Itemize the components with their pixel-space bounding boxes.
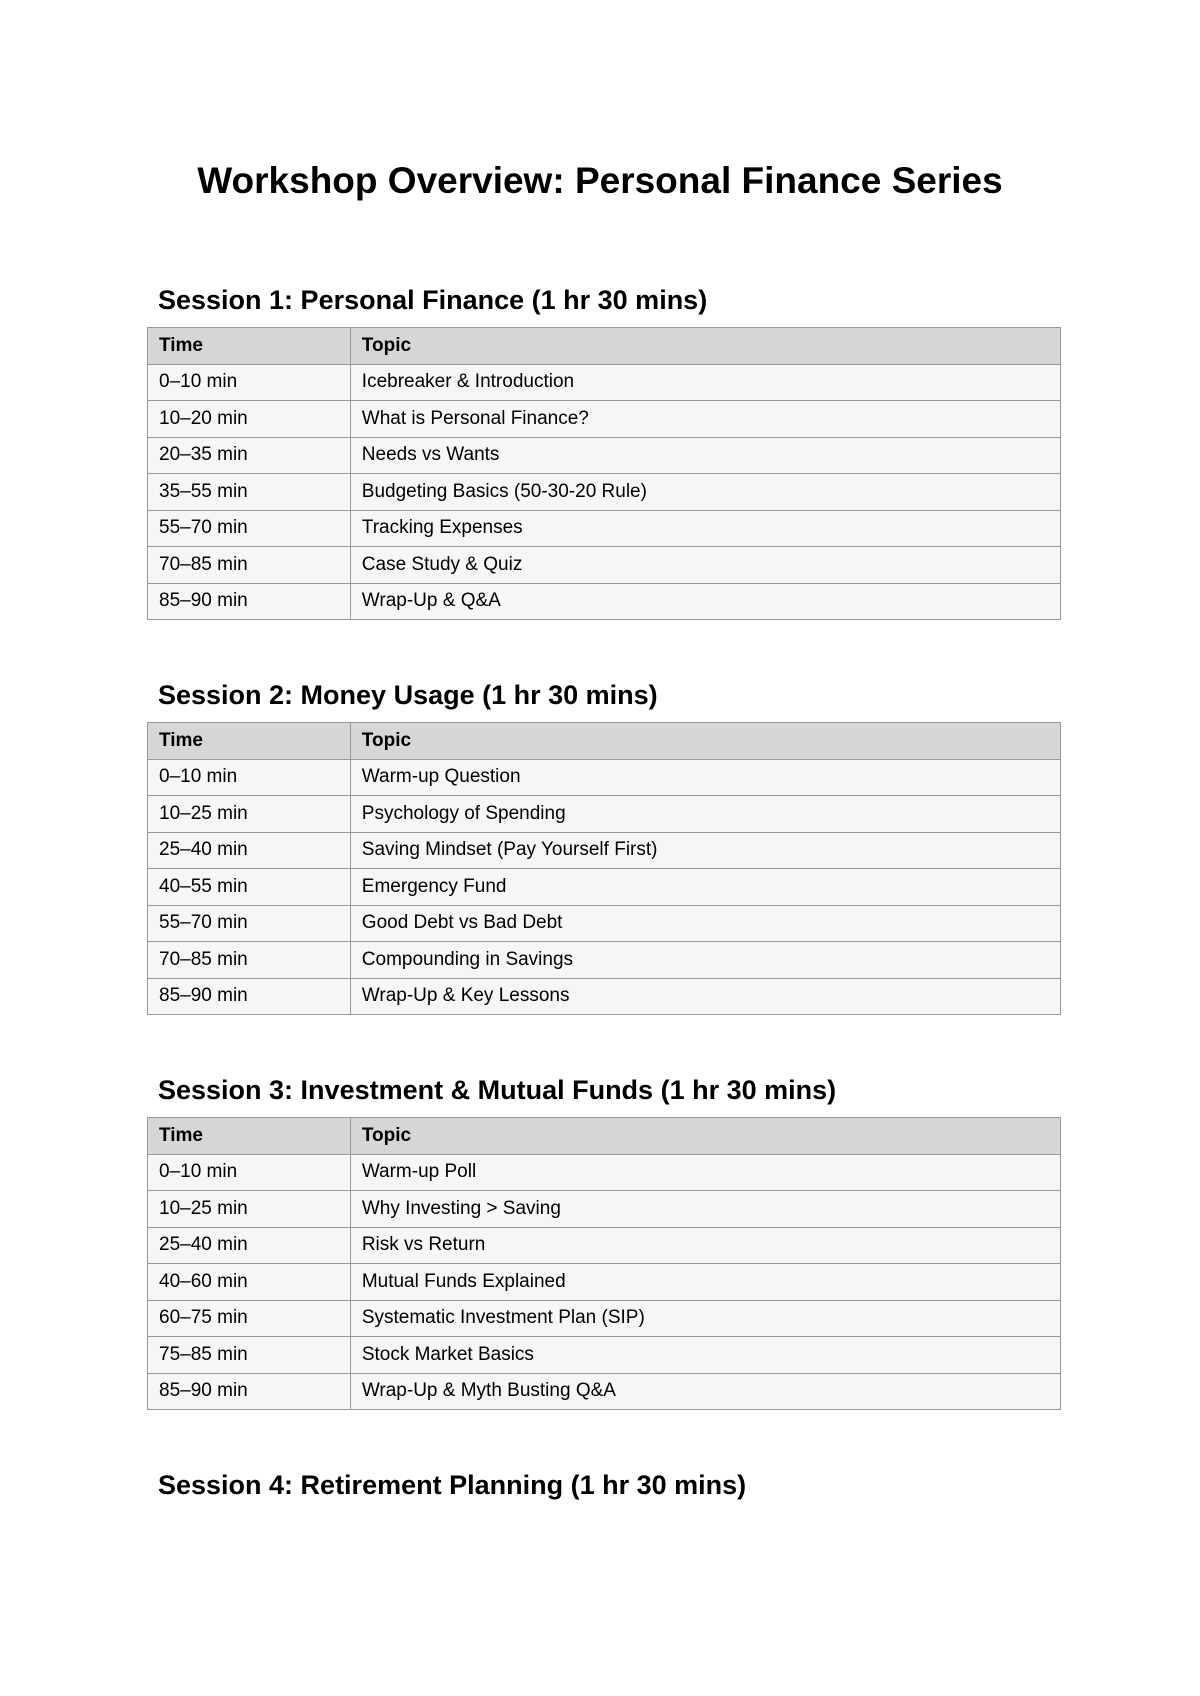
topic-cell: Systematic Investment Plan (SIP) (350, 1300, 1060, 1337)
table-row (148, 796, 1061, 833)
session-2-table (147, 722, 1061, 1015)
time-cell: 10–25 min (148, 1191, 351, 1228)
time-cell: 85–90 min (148, 1373, 351, 1410)
topic-column-header: Topic (350, 1118, 1060, 1155)
topic-cell: Psychology of Spending (350, 796, 1060, 833)
time-cell: 70–85 min (148, 547, 351, 584)
table-row (148, 905, 1061, 942)
topic-cell: Saving Mindset (Pay Yourself First) (350, 832, 1060, 869)
time-column-header: Time (148, 723, 351, 760)
topic-cell: Warm-up Question (350, 759, 1060, 796)
time-cell: 75–85 min (148, 1337, 351, 1374)
topic-cell: Emergency Fund (350, 869, 1060, 906)
time-cell: 40–55 min (148, 869, 351, 906)
time-cell: 40–60 min (148, 1264, 351, 1301)
table-row (148, 474, 1061, 511)
table-row (148, 510, 1061, 547)
topic-cell: Good Debt vs Bad Debt (350, 905, 1060, 942)
topic-cell: What is Personal Finance? (350, 401, 1060, 438)
session-3 (147, 1073, 1061, 1410)
session-1-table (147, 327, 1061, 620)
topic-cell: Wrap-Up & Key Lessons (350, 978, 1060, 1015)
topic-cell: Needs vs Wants (350, 437, 1060, 474)
topic-cell: Stock Market Basics (350, 1337, 1060, 1374)
session-1 (147, 283, 1061, 620)
table-row (148, 1191, 1061, 1228)
time-cell: 20–35 min (148, 437, 351, 474)
topic-cell: Compounding in Savings (350, 942, 1060, 979)
time-cell: 35–55 min (148, 474, 351, 511)
time-cell: 0–10 min (148, 759, 351, 796)
session-2 (147, 678, 1061, 1015)
time-cell: 55–70 min (148, 510, 351, 547)
topic-cell: Why Investing > Saving (350, 1191, 1060, 1228)
session-heading: Session 2: Money Usage (1 hr 30 mins) (158, 680, 658, 710)
time-cell: 0–10 min (148, 364, 351, 401)
table-row (148, 1154, 1061, 1191)
page-title: Workshop Overview: Personal Finance Series (197, 160, 1003, 201)
table-row (148, 364, 1061, 401)
topic-cell: Warm-up Poll (350, 1154, 1060, 1191)
time-cell: 55–70 min (148, 905, 351, 942)
topic-column-header: Topic (350, 328, 1060, 365)
topic-cell: Case Study & Quiz (350, 547, 1060, 584)
session-heading: Session 4: Retirement Planning (1 hr 30 mins) (158, 1470, 747, 1500)
topic-cell: Mutual Funds Explained (350, 1264, 1060, 1301)
session-heading: Session 1: Personal Finance (1 hr 30 mins) (158, 285, 708, 315)
table-row (148, 583, 1061, 620)
table-row (148, 942, 1061, 979)
topic-column-header: Topic (350, 723, 1060, 760)
table-row (148, 978, 1061, 1015)
table-header-row (148, 723, 1061, 760)
topic-cell: Wrap-Up & Q&A (350, 583, 1060, 620)
time-cell: 25–40 min (148, 1227, 351, 1264)
time-column-header: Time (148, 328, 351, 365)
session-heading: Session 3: Investment & Mutual Funds (1 hr 30 mins) (158, 1075, 837, 1105)
session-3-table (147, 1117, 1061, 1410)
session-4 (147, 1468, 1061, 1502)
table-row (148, 759, 1061, 796)
table-row (148, 1337, 1061, 1374)
topic-cell: Tracking Expenses (350, 510, 1060, 547)
time-cell: 10–20 min (148, 401, 351, 438)
topic-cell: Wrap-Up & Myth Busting Q&A (350, 1373, 1060, 1410)
time-cell: 10–25 min (148, 796, 351, 833)
table-row (148, 437, 1061, 474)
time-cell: 60–75 min (148, 1300, 351, 1337)
table-row (148, 869, 1061, 906)
table-row (148, 1373, 1061, 1410)
topic-cell: Icebreaker & Introduction (350, 364, 1060, 401)
table-row (148, 1264, 1061, 1301)
table-row (148, 401, 1061, 438)
time-cell: 0–10 min (148, 1154, 351, 1191)
table-header-row (148, 1118, 1061, 1155)
table-row (148, 1227, 1061, 1264)
time-column-header: Time (148, 1118, 351, 1155)
time-cell: 70–85 min (148, 942, 351, 979)
time-cell: 85–90 min (148, 978, 351, 1015)
topic-cell: Risk vs Return (350, 1227, 1060, 1264)
time-cell: 85–90 min (148, 583, 351, 620)
table-row (148, 547, 1061, 584)
table-row (148, 832, 1061, 869)
time-cell: 25–40 min (148, 832, 351, 869)
topic-cell: Budgeting Basics (50-30-20 Rule) (350, 474, 1060, 511)
table-header-row (148, 328, 1061, 365)
table-row (148, 1300, 1061, 1337)
